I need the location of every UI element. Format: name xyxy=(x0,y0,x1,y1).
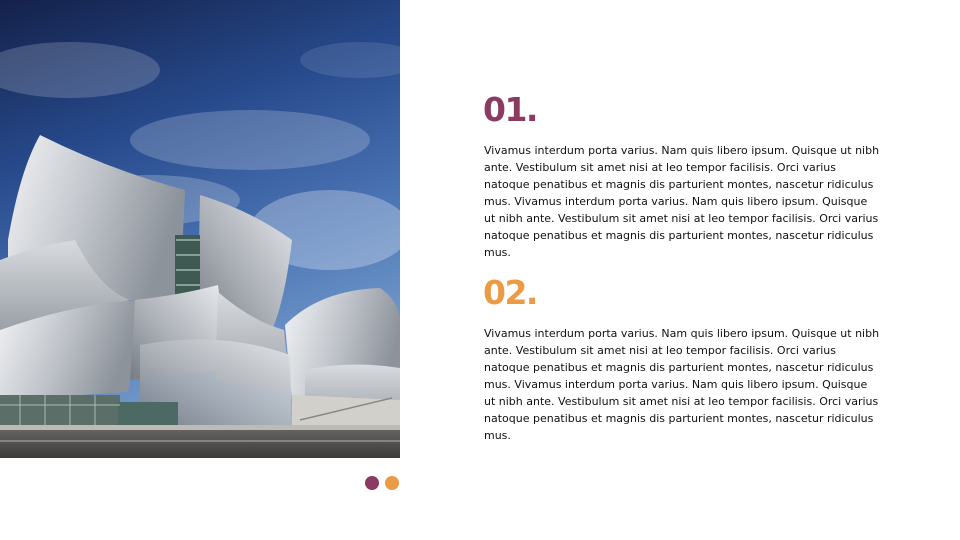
section-number-01: 01. xyxy=(483,90,537,129)
pagination-dots xyxy=(365,476,399,490)
section-number-02: 02. xyxy=(483,273,537,312)
section-body-01: Vivamus interdum porta varius. Nam quis libero ipsum. Quisque ut nibh ante. Vestibulum sit amet nisi at leo tempor facilisis. Orci varius natoque penatibus et magnis dis parturient montes, nascetur ridiculus mus. Vivamus interdum porta varius. Nam quis libero ipsum. Quisque ut nibh ante. Vestibulum sit amet nisi at leo tempor facilisis. Orci varius natoque penatibus et magnis dis parturient montes, nascetur ridiculus mus. xyxy=(484,144,880,259)
building-photo xyxy=(0,0,400,458)
pagination-dot-2[interactable] xyxy=(385,476,399,490)
section-body-02: Vivamus interdum porta varius. Nam quis libero ipsum. Quisque ut nibh ante. Vestibulum sit amet nisi at leo tempor facilisis. Orci varius natoque penatibus et magnis dis parturient montes, nascetur ridiculus mus. Vivamus interdum porta varius. Nam quis libero ipsum. Quisque ut nibh ante. Vestibulum sit amet nisi at leo tempor facilisis. Orci varius natoque penatibus et magnis dis parturient montes, nascetur ridiculus mus. xyxy=(484,327,880,442)
pagination-dot-1[interactable] xyxy=(365,476,379,490)
